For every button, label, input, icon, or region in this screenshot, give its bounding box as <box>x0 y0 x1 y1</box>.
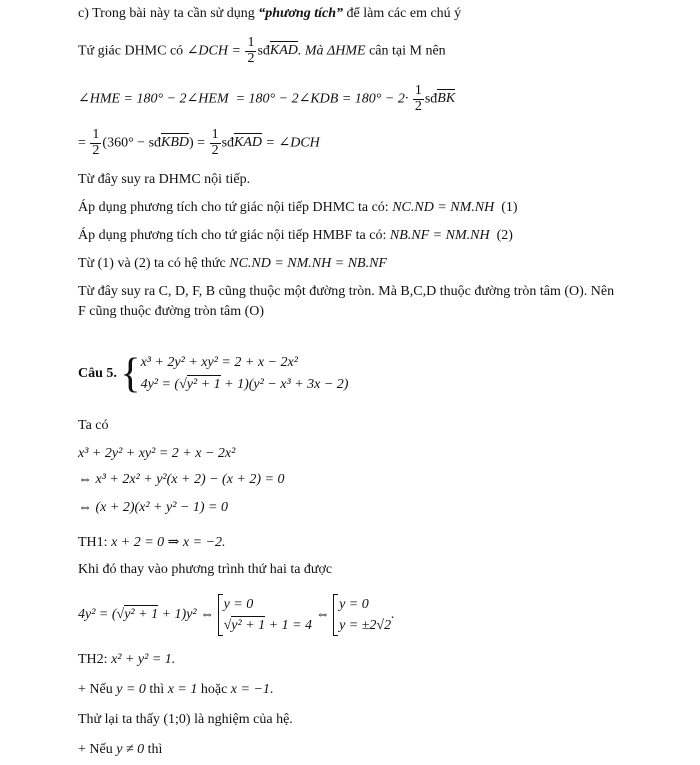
sqrt-content: y² + 1 <box>231 618 266 633</box>
math: y ≠ 0 <box>116 742 145 757</box>
case-label: TH2: <box>78 652 108 667</box>
sd: sđ <box>221 135 235 151</box>
sqrt-content: y² + 1 <box>124 607 159 623</box>
text: thì <box>144 742 163 757</box>
conclusion-line: Từ đây suy ra DHMC nội tiếp. <box>78 172 251 187</box>
text: Từ (1) và (2) ta có hệ thức <box>78 256 230 271</box>
fraction-denominator: 2 <box>414 98 422 114</box>
arc: KAD <box>234 135 263 151</box>
step-3: ⇔ (x + 2)(x² + y² − 1) = 0 <box>78 500 228 515</box>
solve-line: 4y² = (√y² + 1 + 1)y² ⇔ y = 0 √y² + 1 + 1 = 4 ⇔ y = 0 y = ±2√2 . <box>78 594 395 636</box>
math: ) = <box>189 135 206 151</box>
line-eq <box>78 128 320 158</box>
math: + 1 = 4 <box>265 618 313 633</box>
math: NC.ND = NM.NH <box>392 200 495 215</box>
math: NB.NF = NM.NH <box>389 228 490 243</box>
cau5 <box>78 352 348 395</box>
math: ∠DCH = <box>186 43 241 59</box>
intro-text-end: để làm các em chú ý <box>343 6 462 21</box>
step-2: ⇔ x³ + 2x² + y²(x + 2) − (x + 2) = 0 <box>78 472 285 487</box>
fraction <box>245 36 256 66</box>
text: là nghiệm của hệ. <box>190 712 293 727</box>
text: Áp dụng phương tích cho tứ giác nội tiếp HMBF ta có: <box>78 228 390 243</box>
part-c-intro <box>78 6 461 22</box>
final-line-1: Từ đây suy ra C, D, F, B cũng thuộc một đường tròn. Mà B,C,D thuộc đường tròn tâm (O). Nên <box>78 284 615 299</box>
math: x = 1 <box>167 682 198 697</box>
text: thì <box>145 682 168 697</box>
equation-system <box>141 352 349 395</box>
math: 4y² = ( <box>140 376 180 392</box>
fraction <box>90 128 101 158</box>
case-label: TH1: <box>78 535 108 550</box>
apply-line-1 <box>78 200 518 216</box>
ta-co: Ta có <box>78 418 109 433</box>
math: . Mà ΔHME <box>297 43 366 59</box>
bracket-line: y = 0 <box>223 597 254 612</box>
fraction-numerator: 1 <box>414 83 422 98</box>
math: = ∠DCH <box>265 135 320 151</box>
text: + Nếu <box>78 742 117 757</box>
text: Thử lại ta thấy <box>78 712 164 727</box>
system-eq-1: x³ + 2y² + xy² = 2 + x − 2x² <box>140 355 298 370</box>
line-dhmc <box>78 36 446 66</box>
math: 4y² = ( <box>78 607 117 623</box>
bracket-line: y = 0 <box>339 597 369 612</box>
math: x² + y² = 1. <box>111 652 176 667</box>
math: (1;0) <box>163 712 191 727</box>
arc: KBD <box>161 135 190 151</box>
combine-line <box>78 256 387 272</box>
fraction <box>413 84 424 114</box>
fraction-numerator: 1 <box>247 35 255 50</box>
substitute-line: Khi đó thay vào phương trình thứ hai ta được <box>78 562 333 577</box>
question-label: Câu 5. <box>78 365 117 381</box>
text: hoặc <box>197 682 231 697</box>
sd: sđ <box>424 91 438 107</box>
math: (360° − sđ <box>102 135 162 151</box>
math: = <box>78 135 86 151</box>
final-line-2: F cũng thuộc đường tròn tâm (O) <box>78 304 265 319</box>
fraction-denominator: 2 <box>247 50 255 66</box>
text: Tứ giác DHMC có <box>78 43 187 59</box>
th1 <box>78 534 226 551</box>
math: . <box>391 607 395 623</box>
fraction-numerator: 1 <box>92 127 100 142</box>
math: ∠HME = 180° − 2∠HEM <box>78 91 229 107</box>
math: y = 0 <box>116 682 146 697</box>
math: NC.ND = NM.NH = NB.NF <box>229 256 387 271</box>
system-eq-2: 4y² = (√y² + 1 + 1)(y² − x³ + 3x − 2) <box>140 376 349 392</box>
case-bracket-2 <box>333 594 391 636</box>
intro-text: c) Trong bài này ta cần sử dụng <box>78 6 259 21</box>
check-line <box>78 712 293 728</box>
arc: BK <box>437 91 456 107</box>
equation-tag: (2) <box>496 228 513 243</box>
case-bracket-1 <box>218 594 312 636</box>
bracket-line: y = ±2√2 <box>339 618 392 633</box>
math: x = −1 <box>230 682 270 697</box>
math: x + 2 = 0 ⇒ x = −2. <box>111 535 226 550</box>
bracket-line: √y² + 1 + 1 = 4 <box>223 618 313 633</box>
sqrt-content: y² + 1 <box>186 376 221 392</box>
apply-line-2 <box>78 228 513 244</box>
math: + 1)(y² − x³ + 3x − 2) <box>220 376 349 392</box>
fraction <box>210 128 221 158</box>
case-y-nonzero <box>78 742 162 758</box>
sd: sđ <box>257 43 270 59</box>
fraction-denominator: 2 <box>92 142 100 158</box>
intro-emphasis: “phương tích” <box>258 6 343 21</box>
case-y-zero <box>78 682 273 698</box>
equivalence-arrow: ⇔ <box>315 607 330 623</box>
fraction-numerator: 1 <box>211 127 219 142</box>
line-hme <box>78 84 455 114</box>
fraction-denominator: 2 <box>211 142 219 158</box>
equation-tag: (1) <box>501 200 518 215</box>
step-1: x³ + 2y² + xy² = 2 + x − 2x² <box>78 446 236 461</box>
text: cân tại M nên <box>365 43 446 59</box>
th2 <box>78 652 175 668</box>
system-brace: { <box>120 350 141 397</box>
text: Áp dụng phương tích cho tứ giác nội tiếp DHMC ta có: <box>78 200 393 215</box>
text: . <box>269 682 274 697</box>
arc: KAD <box>269 43 298 59</box>
math: = 180° − 2∠KDB = 180° − 2· <box>235 91 409 107</box>
math: + 1)y² ⇔ <box>158 607 215 623</box>
text: + Nếu <box>78 682 117 697</box>
